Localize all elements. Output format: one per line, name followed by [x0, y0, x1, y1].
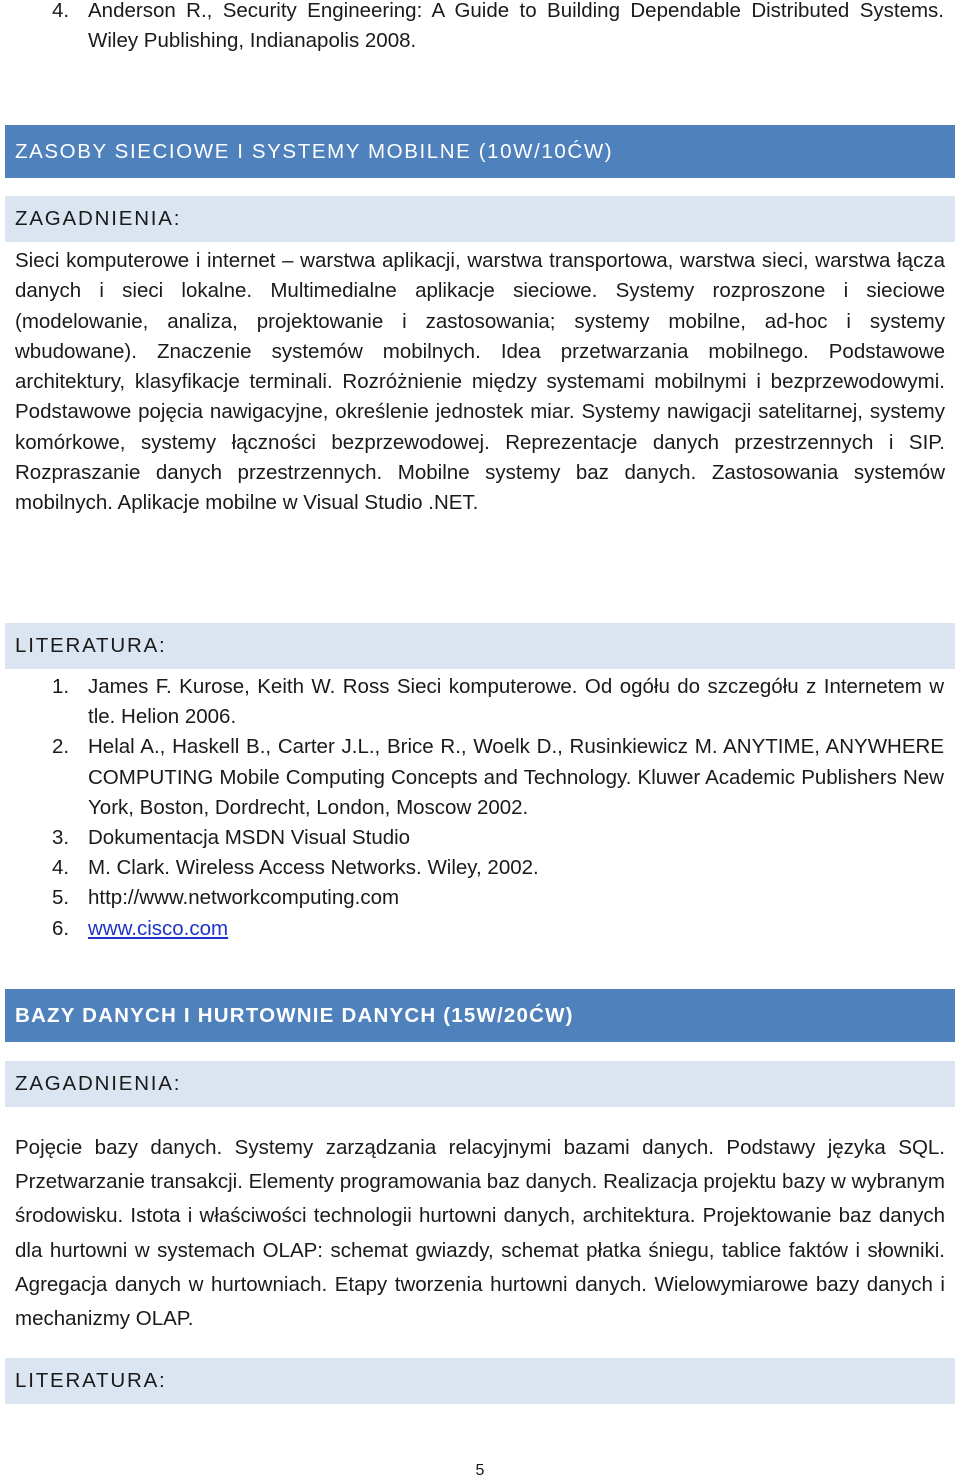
previous-literature-list — [0, 0, 960, 56]
list-item-number: 4. — [52, 856, 70, 880]
page-number: 5 — [475, 1462, 485, 1479]
list-item-text: M. Clark. Wireless Access Networks. Wiley, 2002. — [88, 856, 539, 880]
section-topics-heading: ZAGADNIENIA: — [5, 1061, 955, 1107]
list-item-text: Helal A., Haskell B., Carter J.L., Brice R., Woelk D., Rusinkiewicz M. ANYTIME, ANYWHERE COMPUTING Mobile Computing Concepts and Technology. Kluwer Academic Publishers New York, Boston, Dordrecht, London, Moscow 2002. — [88, 735, 944, 819]
list-item-number: 6. — [52, 916, 70, 940]
literature-list — [0, 672, 960, 944]
list-item — [0, 823, 960, 853]
section-topics-text: Pojęcie bazy danych. Systemy zarządzania relacyjnymi bazami danych. Podstawy języka SQL. Przetwarzanie transakcji. Elementy programowania baz danych. Realizacja projektu bazy w wybranym środowisku. Istota i właściwości technologii hurtowni danych, architektura. Projektowanie baz danych dla hurtowni w systemach OLAP: schemat gwiazdy, schemat płatka śniegu, tablice faktów i słowniki. Agregacja danych w hurtowniach. Etapy tworzenia hurtowni danych. Wielowymiarowe bazy danych i mechanizmy OLAP. — [15, 1136, 945, 1331]
list-item — [0, 672, 960, 732]
list-item-number: 1. — [52, 675, 70, 698]
list-item-number: 5. — [52, 886, 70, 910]
section-literature-heading: LITERATURA: — [5, 1358, 955, 1404]
section-title-databases: BAZY DANYCH I HURTOWNIE DANYCH (15W/20ĆW) — [5, 989, 955, 1042]
list-item — [0, 732, 960, 823]
list-item-text: Anderson R., Security Engineering: A Guide to Building Dependable Distributed Systems. Wiley Publishing, Indianapolis 2008. — [88, 0, 944, 53]
list-item-text: Dokumentacja MSDN Visual Studio — [88, 826, 411, 850]
section-literature-heading: LITERATURA: — [5, 623, 955, 669]
list-item-text: http://www.networkcomputing.com — [88, 886, 400, 910]
list-item-number: 2. — [52, 735, 70, 759]
list-item — [0, 853, 960, 883]
section-topics-text: Sieci komputerowe i internet – warstwa aplikacji, warstwa transportowa, warstwa sieci, warstwa łącza danych i sieci lokalne. Multimedialne aplikacje sieciowe. Systemy rozproszone i sieciowe (modelowanie, analiza, projektowanie i zastosowania; systemy mobilne, ad-hoc i systemy wbudowane). Znaczenie systemów mobilnych. Idea przetwarzania mobilnego. Podstawowe architektury, klasyfikacje terminali. Rozróżnienie między systemami mobilnymi i bezprzewodowymi. Podstawowe pojęcia nawigacyjne, określenie jednostek miar. Systemy nawigacji satelitarnej, systemy komórkowe, systemy łączności bezprzewodowej. Reprezentacje danych przestrzennych i SIP. Rozpraszanie danych przestrzennych. Mobilne systemy baz danych. Zastosowania systemów mobilnych. Aplikacje mobilne w Visual Studio .NET. — [15, 249, 945, 515]
list-item-text: James F. Kurose, Keith W. Ross Sieci komputerowe. Od ogółu do szczegółu z Internetem w tle. Helion 2006. — [88, 675, 944, 729]
list-item — [0, 883, 960, 913]
list-item-number: 3. — [52, 826, 70, 850]
section-title-networks: ZASOBY SIECIOWE I SYSTEMY MOBILNE (10W/10ĆW) — [5, 125, 955, 178]
cisco-link[interactable]: www.cisco.com — [88, 916, 229, 940]
list-item — [0, 914, 960, 944]
list-item — [0, 0, 960, 56]
section-topics-heading: ZAGADNIENIA: — [5, 196, 955, 242]
list-item-number: 4. — [52, 0, 70, 22]
